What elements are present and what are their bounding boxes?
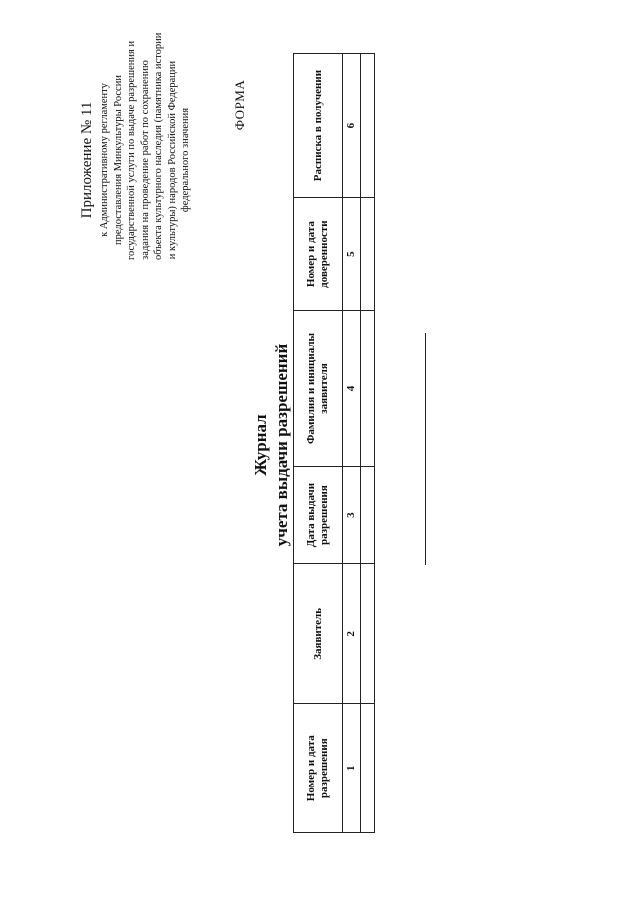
journal-title: [250, 235, 292, 655]
table-header-row: [294, 54, 343, 833]
empty-table-row: [361, 54, 375, 833]
column-number: 6: [343, 54, 361, 198]
journal-title-line2: учета выдачи разрешений: [272, 343, 291, 547]
table-cell: [361, 704, 375, 833]
column-header: Дата выдачи разрешения: [294, 466, 343, 563]
appendix-line: государственной услуги по выдаче разрешения и: [126, 40, 137, 260]
table-cell: [361, 311, 375, 467]
appendix-line: и культуры) народов Российской Федерации: [166, 60, 178, 260]
column-number: 1: [343, 704, 361, 833]
table-cell: [361, 198, 375, 311]
appendix-line: федерального значения: [180, 107, 191, 213]
journal-table-wrap: [293, 53, 375, 833]
appendix-line: задания на проведение работ по сохранению: [139, 60, 151, 260]
column-number: 4: [343, 311, 361, 467]
appendix-line: объекта культурного наследия (памятника истории: [153, 32, 164, 260]
form-label: ФОРМА: [232, 79, 247, 131]
appendix-block: [78, 32, 193, 260]
column-number: 5: [343, 198, 361, 311]
column-number: 2: [343, 564, 361, 704]
column-header: Номер и дата доверенности: [294, 198, 343, 311]
table-cell: [361, 466, 375, 563]
column-header: Номер и дата разрешения: [294, 704, 343, 833]
table-cell: [361, 564, 375, 704]
column-number: 3: [343, 466, 361, 563]
journal-table: [293, 53, 375, 833]
column-number-row: [343, 54, 361, 833]
table-cell: [361, 54, 375, 198]
appendix-line: к Административному регламенту: [99, 83, 110, 237]
appendix-line: предоставления Минкультуры России: [112, 75, 124, 245]
column-header: Заявитель: [294, 564, 343, 704]
column-header: Расписка в получении: [294, 54, 343, 198]
signature-line: [425, 333, 426, 565]
journal-title-line1: Журнал: [251, 414, 270, 476]
column-header: Фамилия и инициалы заявителя: [294, 311, 343, 467]
appendix-title: Приложение № 11: [79, 101, 95, 219]
